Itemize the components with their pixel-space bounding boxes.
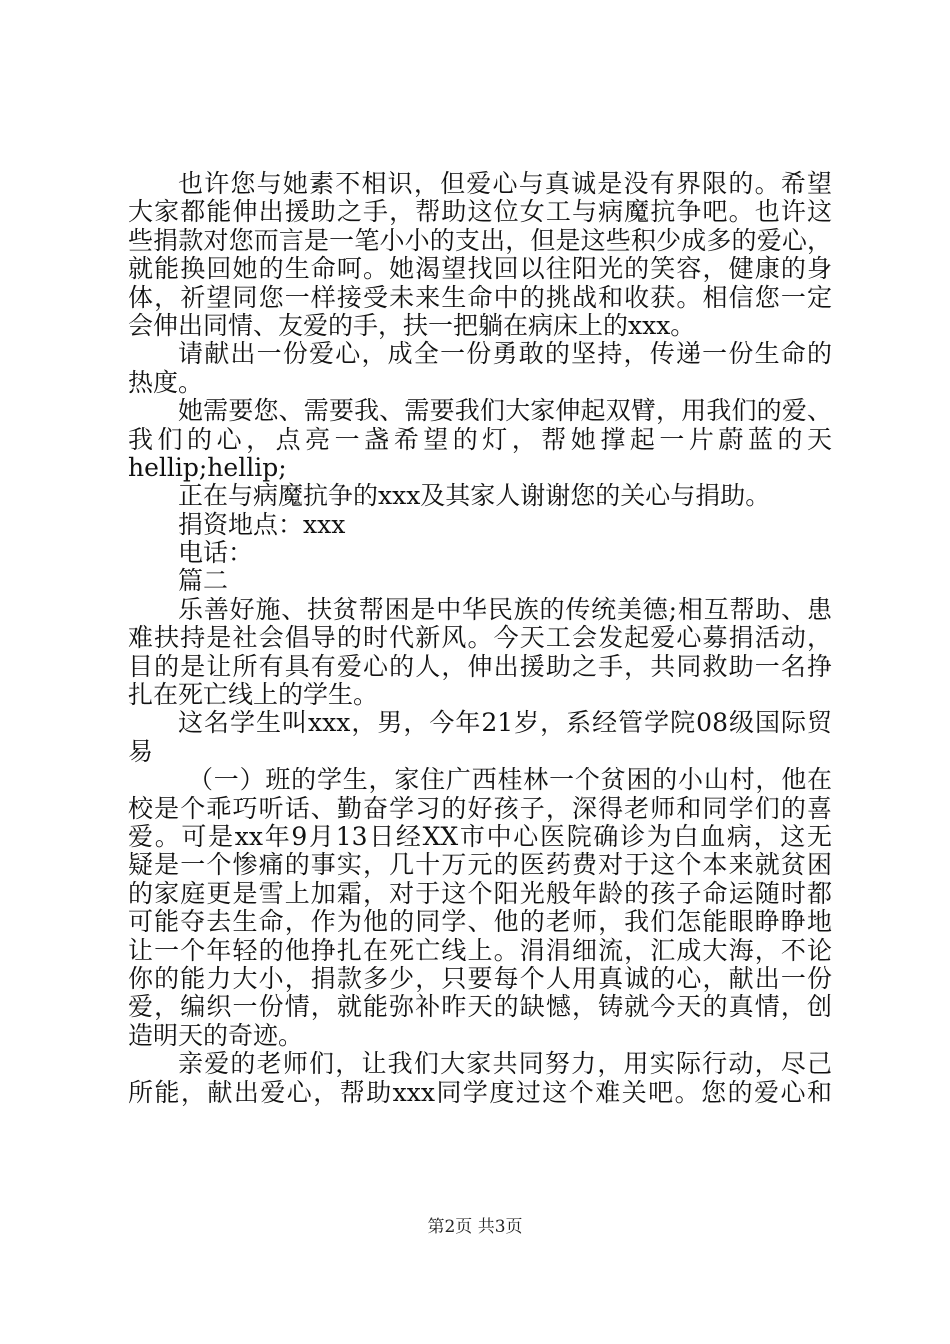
text-line: 我们的心，点亮一盏希望的灯，帮她撑起一片蔚蓝的天 (128, 424, 832, 454)
text-line: 所能，献出爱心，帮助xxx同学度过这个难关吧。您的爱心和 (128, 1077, 832, 1107)
text-line: 可能夺去生命，作为他的同学、他的老师，我们怎能眼睁睁地 (128, 907, 832, 937)
text-line: 扎在死亡线上的学生。 (128, 680, 379, 710)
text-line: hellip;hellip; (128, 452, 287, 482)
text-line: 让一个年轻的他挣扎在死亡线上。涓涓细流，汇成大海，不论 (128, 935, 832, 965)
text-line: 爱。可是xx年9月13日经XX市中心医院确诊为白血病，这无 (128, 821, 832, 851)
text-line: 乐善好施、扶贫帮困是中华民族的传统美德;相互帮助、患 (178, 594, 832, 624)
text-line: 易 (128, 736, 154, 766)
page-footer: 第2页 共3页 (427, 1217, 523, 1237)
text-line: 难扶持是社会倡导的时代新风。今天工会发起爱心募捐活动， (128, 623, 832, 653)
text-line: 热度。 (128, 367, 204, 397)
text-line: 疑是一个惨痛的事实，几十万元的医药费对于这个本来就贫困 (128, 850, 832, 880)
text-line: 这名学生叫xxx，男，今年21岁，系经管学院08级国际贸 (178, 708, 832, 738)
text-line: 电话： (178, 538, 254, 568)
text-line: 亲爱的老师们，让我们大家共同努力，用实际行动，尽己 (178, 1049, 832, 1079)
text-line: 你的能力大小，捐款多少，只要每个人用真诚的心，献出一份 (128, 963, 832, 993)
text-line: 大家都能伸出援助之手，帮助这位女工与病魔抗争吧。也许这 (128, 197, 832, 227)
text-line: 请献出一份爱心，成全一份勇敢的坚持，传递一份生命的 (178, 339, 832, 369)
text-line: 捐资地点：xxx (178, 509, 346, 539)
document-body (128, 170, 832, 1107)
text-line: 她需要您、需要我、需要我们大家伸起双臂，用我们的爱、 (178, 396, 832, 426)
text-line: 爱，编织一份情，就能弥补昨天的缺憾，铸就今天的真情，创 (128, 992, 832, 1022)
text-line: 就能换回她的生命呵。她渴望找回以往阳光的笑容，健康的身 (128, 254, 832, 284)
text-line: 目的是让所有具有爱心的人，伸出援助之手，共同救助一名挣 (128, 651, 832, 681)
text-line: 些捐款对您而言是一笔小小的支出，但是这些积少成多的爱心， (128, 225, 832, 255)
text-line: 正在与病魔抗争的xxx及其家人谢谢您的关心与捐助。 (178, 481, 771, 511)
text-line: 也许您与她素不相识，但爱心与真诚是没有界限的。希望 (178, 169, 832, 198)
text-line: 校是个乖巧听话、勤奋学习的好孩子，深得老师和同学们的喜 (128, 793, 832, 823)
text-line: 造明天的奇迹。 (128, 1020, 304, 1050)
text-line: 篇二 (178, 566, 229, 596)
text-line: 的家庭更是雪上加霜，对于这个阳光般年龄的孩子命运随时都 (128, 878, 832, 908)
text-line: （一）班的学生，家住广西桂林一个贫困的小山村，他在 (188, 765, 832, 795)
text-line: 体，祈望同您一样接受未来生命中的挑战和收获。相信您一定 (128, 282, 832, 312)
text-line: 会伸出同情、友爱的手，扶一把躺在病床上的xxx。 (128, 310, 696, 340)
